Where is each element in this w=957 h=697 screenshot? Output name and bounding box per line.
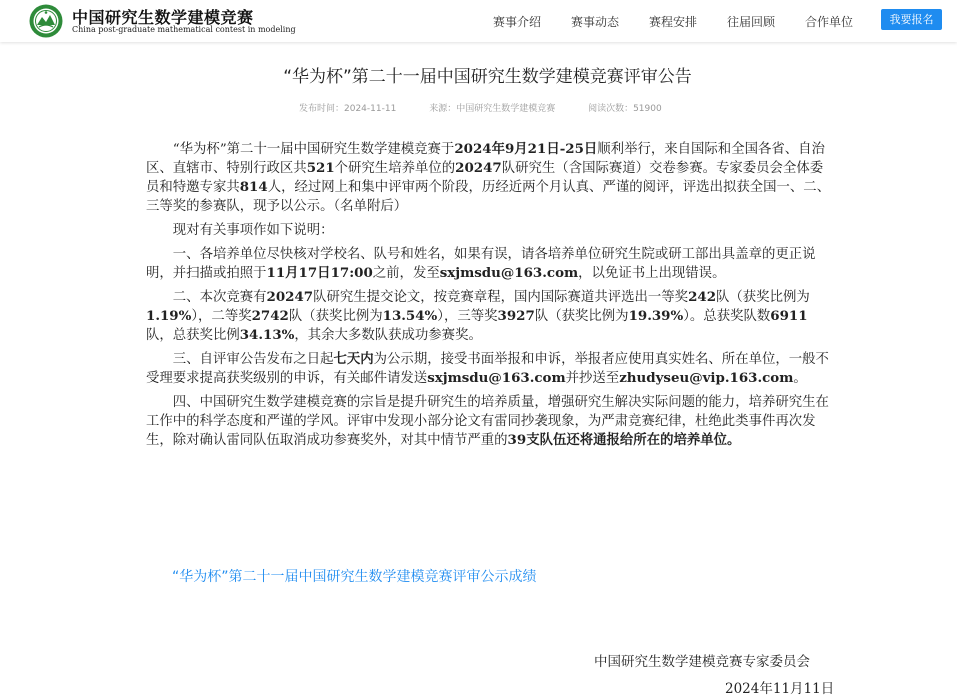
article-meta [299, 101, 692, 114]
signature-org: 中国研究生数学建模竞赛专家委员会 [594, 654, 810, 670]
brand-title-en: China post-graduate mathematical contest in modeling [72, 25, 296, 34]
paragraph-item-1: 一、各培养单位尽快核对学校名、队号和姓名，如果有误，请各培养单位研究生院或研工部出具盖章的更正说明，并扫描或拍照于11月17日17:00之前，发至sxjmsdu@163.com，以免证书上出现错误。 [146, 247, 816, 281]
article-source: 来源：中国研究生数学建模竞赛 [429, 104, 556, 114]
site-header [0, 0, 957, 42]
paragraph-item-3: 三、自评审公告发布之日起七天内为公示期，接受书面举报和申诉，举报者应使用真实姓名、所在单位，一般不受理要求提高获奖级别的申诉，有关邮件请发送sxjmsdu@163.com并抄送至zhudyseu@vip.163.com。 [146, 351, 829, 386]
brand-title-cn[interactable]: 中国研究生数学建模竞赛 [72, 8, 254, 27]
view-count: 阅读次数：51900 [588, 104, 662, 114]
contest-logo-icon[interactable] [28, 3, 64, 39]
paragraph-item-4: 四、中国研究生数学建模竞赛的宗旨是提升研究生的培养质量，增强研究生解决实际问题的能力，培养研究生在工作中的科学态度和严谨的学风。评审中发现小部分论文有雷同抄袭现象，为严肃竞赛纪律，杜绝此类事件再次发生，除对确认雷同队伍取消成功参赛奖外，对其中情节严重的39支队伍还将通报给所在的培养单位。 [146, 395, 829, 448]
article-body [146, 140, 831, 455]
signup-button[interactable]: 我要报名 [881, 9, 942, 30]
nav-item-schedule[interactable]: 赛程安排 [649, 15, 698, 29]
article-title: “华为杯”第二十一届中国研究生数学建模竞赛评审公告 [283, 67, 692, 87]
paragraph-intro: “华为杯”第二十一届中国研究生数学建模竞赛于2024年9月21日-25日顺利举行，来自国际和全国各省、自治区、直辖市、特别行政区共521个研究生培养单位的20247队研究生（含国际赛道）交卷参赛。专家委员会全体委员和特邀专家共814人，经过网上和集中评审两个阶段，历经近两个月认真、严谨的阅评，评选出拟获全国一、二、三等奖的参赛队，现予以公示。（名单附后） [146, 141, 831, 214]
nav-item-history[interactable]: 往届回顾 [727, 15, 776, 29]
nav-item-partners[interactable]: 合作单位 [805, 15, 854, 29]
signature-date: 2024年11月11日 [725, 681, 835, 697]
paragraph-notes-lead: 现对有关事项作如下说明： [172, 223, 334, 238]
nav-item-intro[interactable]: 赛事介绍 [493, 15, 542, 29]
publish-time: 发布时间：2024-11-11 [299, 104, 397, 114]
nav-item-news[interactable]: 赛事动态 [571, 15, 620, 29]
results-link[interactable]: “华为杯”第二十一届中国研究生数学建模竞赛评审公示成绩 [172, 569, 537, 585]
paragraph-item-2: 二、本次竞赛有20247队研究生提交论文，按竞赛章程，国内国际赛道共评选出一等奖242队（获奖比例为1.19%），二等奖2742队（获奖比例为13.54%），三等奖3927队（获奖比例为19.39%）。总获奖队数6911队，总获奖比例34.13%，其余大多数队获成功参赛奖。 [146, 289, 810, 343]
